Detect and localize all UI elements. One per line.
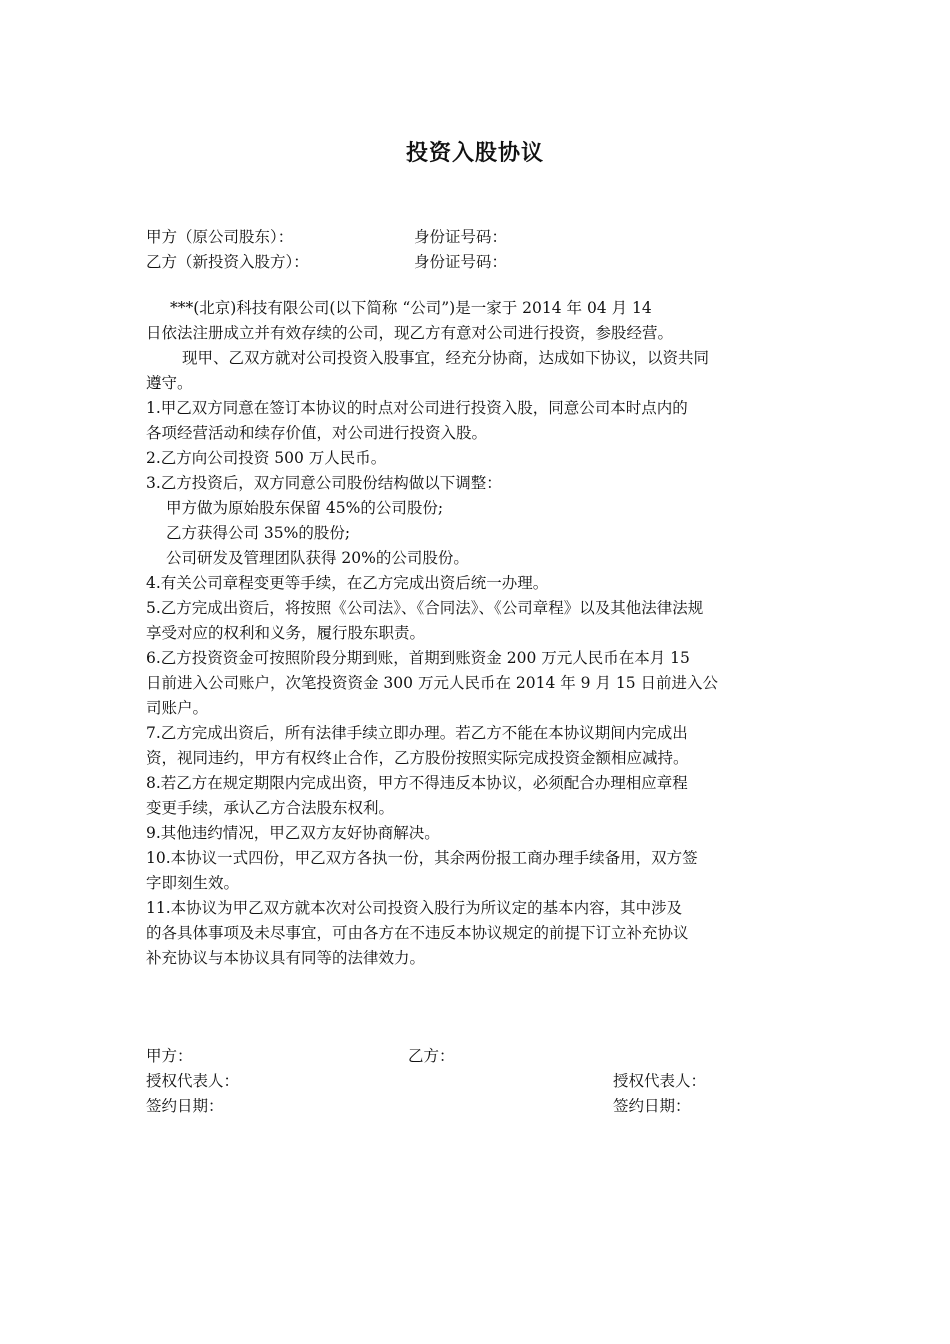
party-a-label: 甲方（原公司股东）：: [146, 228, 294, 246]
clause-11-cont: 的各具体事项及未尽事宜，可由各方在不违反本协议规定的前提下订立补充协议: [146, 924, 689, 942]
party-a-id-label: 身份证号码：: [414, 228, 508, 246]
signature-block: [146, 1044, 846, 1119]
clause-5: 5.乙方完成出资后，将按照《公司法》、《合同法》、《公司章程》以及其他法律法规: [146, 599, 704, 617]
signature-rep-b: 授权代表人：: [613, 1072, 707, 1090]
party-a-row: [146, 225, 808, 250]
document-title: 投资入股协议: [405, 141, 544, 166]
clause-3: 3.乙方投资后，双方同意公司股份结构做以下调整：: [146, 474, 502, 492]
clause-7: 7.乙方完成出资后，所有法律手续立即办理。若乙方不能在本协议期间内完成出: [146, 724, 688, 742]
signature-party-row: [146, 1044, 846, 1069]
intro-line: 日依法注册成立并有效存续的公司，现乙方有意对公司进行投资，参股经营。: [146, 324, 674, 342]
party-b-label: 乙方（新投资入股方）：: [146, 253, 309, 271]
clause-5-cont: 享受对应的权利和义务，履行股东职责。: [146, 624, 426, 642]
signature-party-a: 甲方：: [146, 1047, 193, 1065]
signature-date-b: 签约日期：: [613, 1097, 691, 1115]
clause-3-item-c: 公司研发及管理团队获得 20%的公司股份。: [166, 549, 469, 567]
party-b-id-label: 身份证号码：: [414, 253, 508, 271]
clause-3-item-a: 甲方做为原始股东保留 45%的公司股份;: [166, 499, 444, 517]
clause-1: 1.甲乙双方同意在签订本协议的时点对公司进行投资入股，同意公司本时点内的: [146, 399, 688, 417]
intro-line: ***(北京)科技有限公司(以下简称 “公司”)是一家于 2014 年 04 月 14: [170, 299, 652, 317]
clause-6-cont: 司账户。: [146, 699, 209, 717]
signature-rep-row: [146, 1069, 846, 1094]
signature-date-row: [146, 1094, 846, 1119]
signature-party-b: 乙方：: [408, 1047, 455, 1065]
signature-date-a: 签约日期：: [146, 1097, 224, 1115]
clause-8: 8.若乙方在规定期限内完成出资，甲方不得违反本协议，必须配合办理相应章程: [146, 774, 688, 792]
signature-rep-a: 授权代表人：: [146, 1072, 240, 1090]
parties-block: [146, 225, 808, 275]
clause-6-cont: 日前进入公司账户，次笔投资资金 300 万元人民币在 2014 年 9 月 15 日前进入公: [146, 674, 719, 692]
clause-7-cont: 资，视同违约，甲方有权终止合作，乙方股份按照实际完成投资金额相应减持。: [146, 749, 689, 767]
intro-line: 遵守。: [146, 374, 193, 392]
clause-9: 9.其他违约情况，甲乙双方友好协商解决。: [146, 824, 440, 842]
clause-10: 10.本协议一式四份，甲乙双方各执一份，其余两份报工商办理手续备用，双方签: [146, 849, 698, 867]
clause-11: 11.本协议为甲乙双方就本次对公司投资入股行为所议定的基本内容，其中涉及: [146, 899, 683, 917]
intro-line: 现甲、乙双方就对公司投资入股事宜，经充分协商，达成如下协议，以资共同: [182, 349, 710, 367]
clause-6: 6.乙方投资资金可按照阶段分期到账，首期到账资金 200 万元人民币在本月 15: [146, 649, 690, 667]
clause-3-item-b: 乙方获得公司 35%的股份;: [166, 524, 351, 542]
clause-4: 4.有关公司章程变更等手续，在乙方完成出资后统一办理。: [146, 574, 549, 592]
clause-11-cont: 补充协议与本协议具有同等的法律效力。: [146, 949, 426, 967]
clause-8-cont: 变更手续，承认乙方合法股东权利。: [146, 799, 395, 817]
clause-2: 2.乙方向公司投资 500 万人民币。: [146, 449, 387, 467]
clause-1-cont: 各项经营活动和续存价值，对公司进行投资入股。: [146, 424, 488, 442]
party-b-row: [146, 250, 808, 275]
agreement-body: [146, 296, 808, 971]
clause-10-cont: 字即刻生效。: [146, 874, 240, 892]
